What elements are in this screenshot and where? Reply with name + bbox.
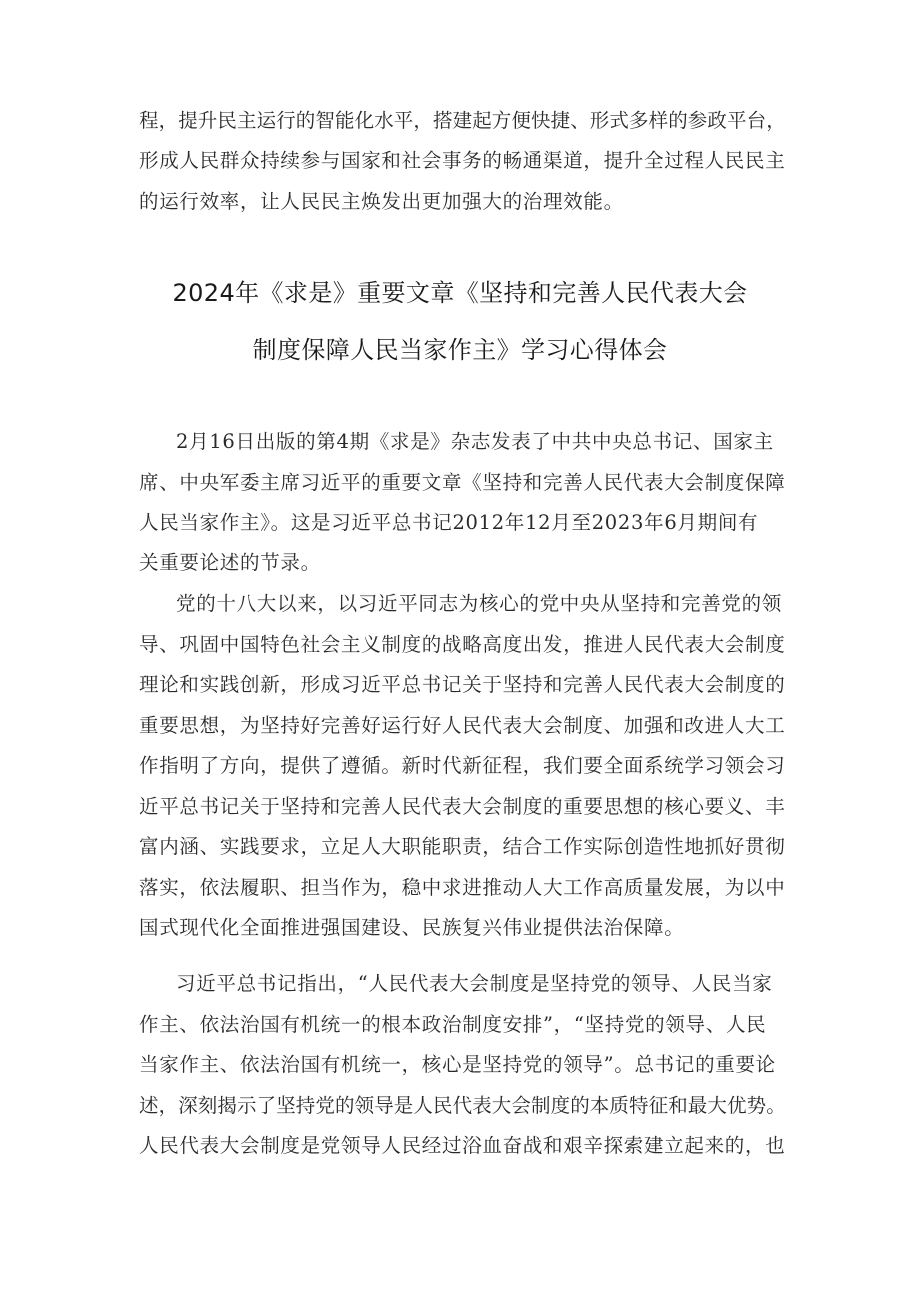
para2-line-1: 党的十八大以来，以习近平同志为核心的党中央从坚持和完善党的领 <box>176 592 783 615</box>
article-title-line-1: 2024年《求是》重要文章《坚持和完善人民代表大会 <box>172 279 748 307</box>
para1-line-4: 关重要论述的节录。 <box>139 551 321 574</box>
para2-line-7: 富内涵、实践要求，立足人大职能职责，结合工作实际创造性地抓好贯彻 <box>139 835 786 858</box>
para2-line-6: 近平总书记关于坚持和完善人民代表大会制度的重要思想的核心要义、丰 <box>139 795 786 818</box>
para2-line-5: 作指明了方向，提供了遵循。新时代新征程，我们要全面系统学习领会习 <box>139 754 786 777</box>
para2-line-2: 导、巩固中国特色社会主义制度的战略高度出发，推进人民代表大会制度 <box>139 633 786 656</box>
para2-line-3: 理论和实践创新，形成习近平总书记关于坚持和完善人民代表大会制度的 <box>139 673 786 696</box>
intro-line-1: 程，提升民主运行的智能化水平，搭建起方便快捷、形式多样的参政平台， <box>139 109 786 132</box>
para3-line-3: 当家作主、依法治国有机统一，核心是坚持党的领导”。总书记的重要论 <box>139 1053 776 1076</box>
para3-line-1: 习近平总书记指出，“人民代表大会制度是坚持党的领导、人民当家 <box>176 972 773 995</box>
para2-line-8: 落实，依法履职、担当作为，稳中求进推动人大工作高质量发展，为以中 <box>139 876 786 899</box>
para1-line-2: 席、中央军委主席习近平的重要文章《坚持和完善人民代表大会制度保障 <box>139 471 786 494</box>
para1-line-1: 2月16日出版的第4期《求是》杂志发表了中共中央总书记、国家主 <box>176 430 774 453</box>
para3-line-5: 人民代表大会制度是党领导人民经过浴血奋战和艰辛探索建立起来的，也 <box>139 1134 786 1157</box>
para3-line-2: 作主、依法治国有机统一的根本政治制度安排”，“坚持党的领导、人民 <box>139 1013 767 1036</box>
para2-line-4: 重要思想，为坚持好完善好运行好人民代表大会制度、加强和改进人大工 <box>139 714 786 737</box>
intro-line-2: 形成人民群众持续参与国家和社会事务的畅通渠道，提升全过程人民民主 <box>139 149 786 172</box>
para3-line-4: 述，深刻揭示了坚持党的领导是人民代表大会制度的本质特征和最大优势。 <box>139 1094 786 1117</box>
para2-line-9: 国式现代化全面推进强国建设、民族复兴伟业提供法治保障。 <box>139 916 685 939</box>
para1-line-3: 人民当家作主》。这是习近平总书记2012年12月至2023年6月期间有 <box>139 511 759 534</box>
article-title-line-2: 制度保障人民当家作主》学习心得体会 <box>252 336 668 364</box>
intro-line-3: 的运行效率，让人民民主焕发出更加强大的治理效能。 <box>139 190 624 213</box>
